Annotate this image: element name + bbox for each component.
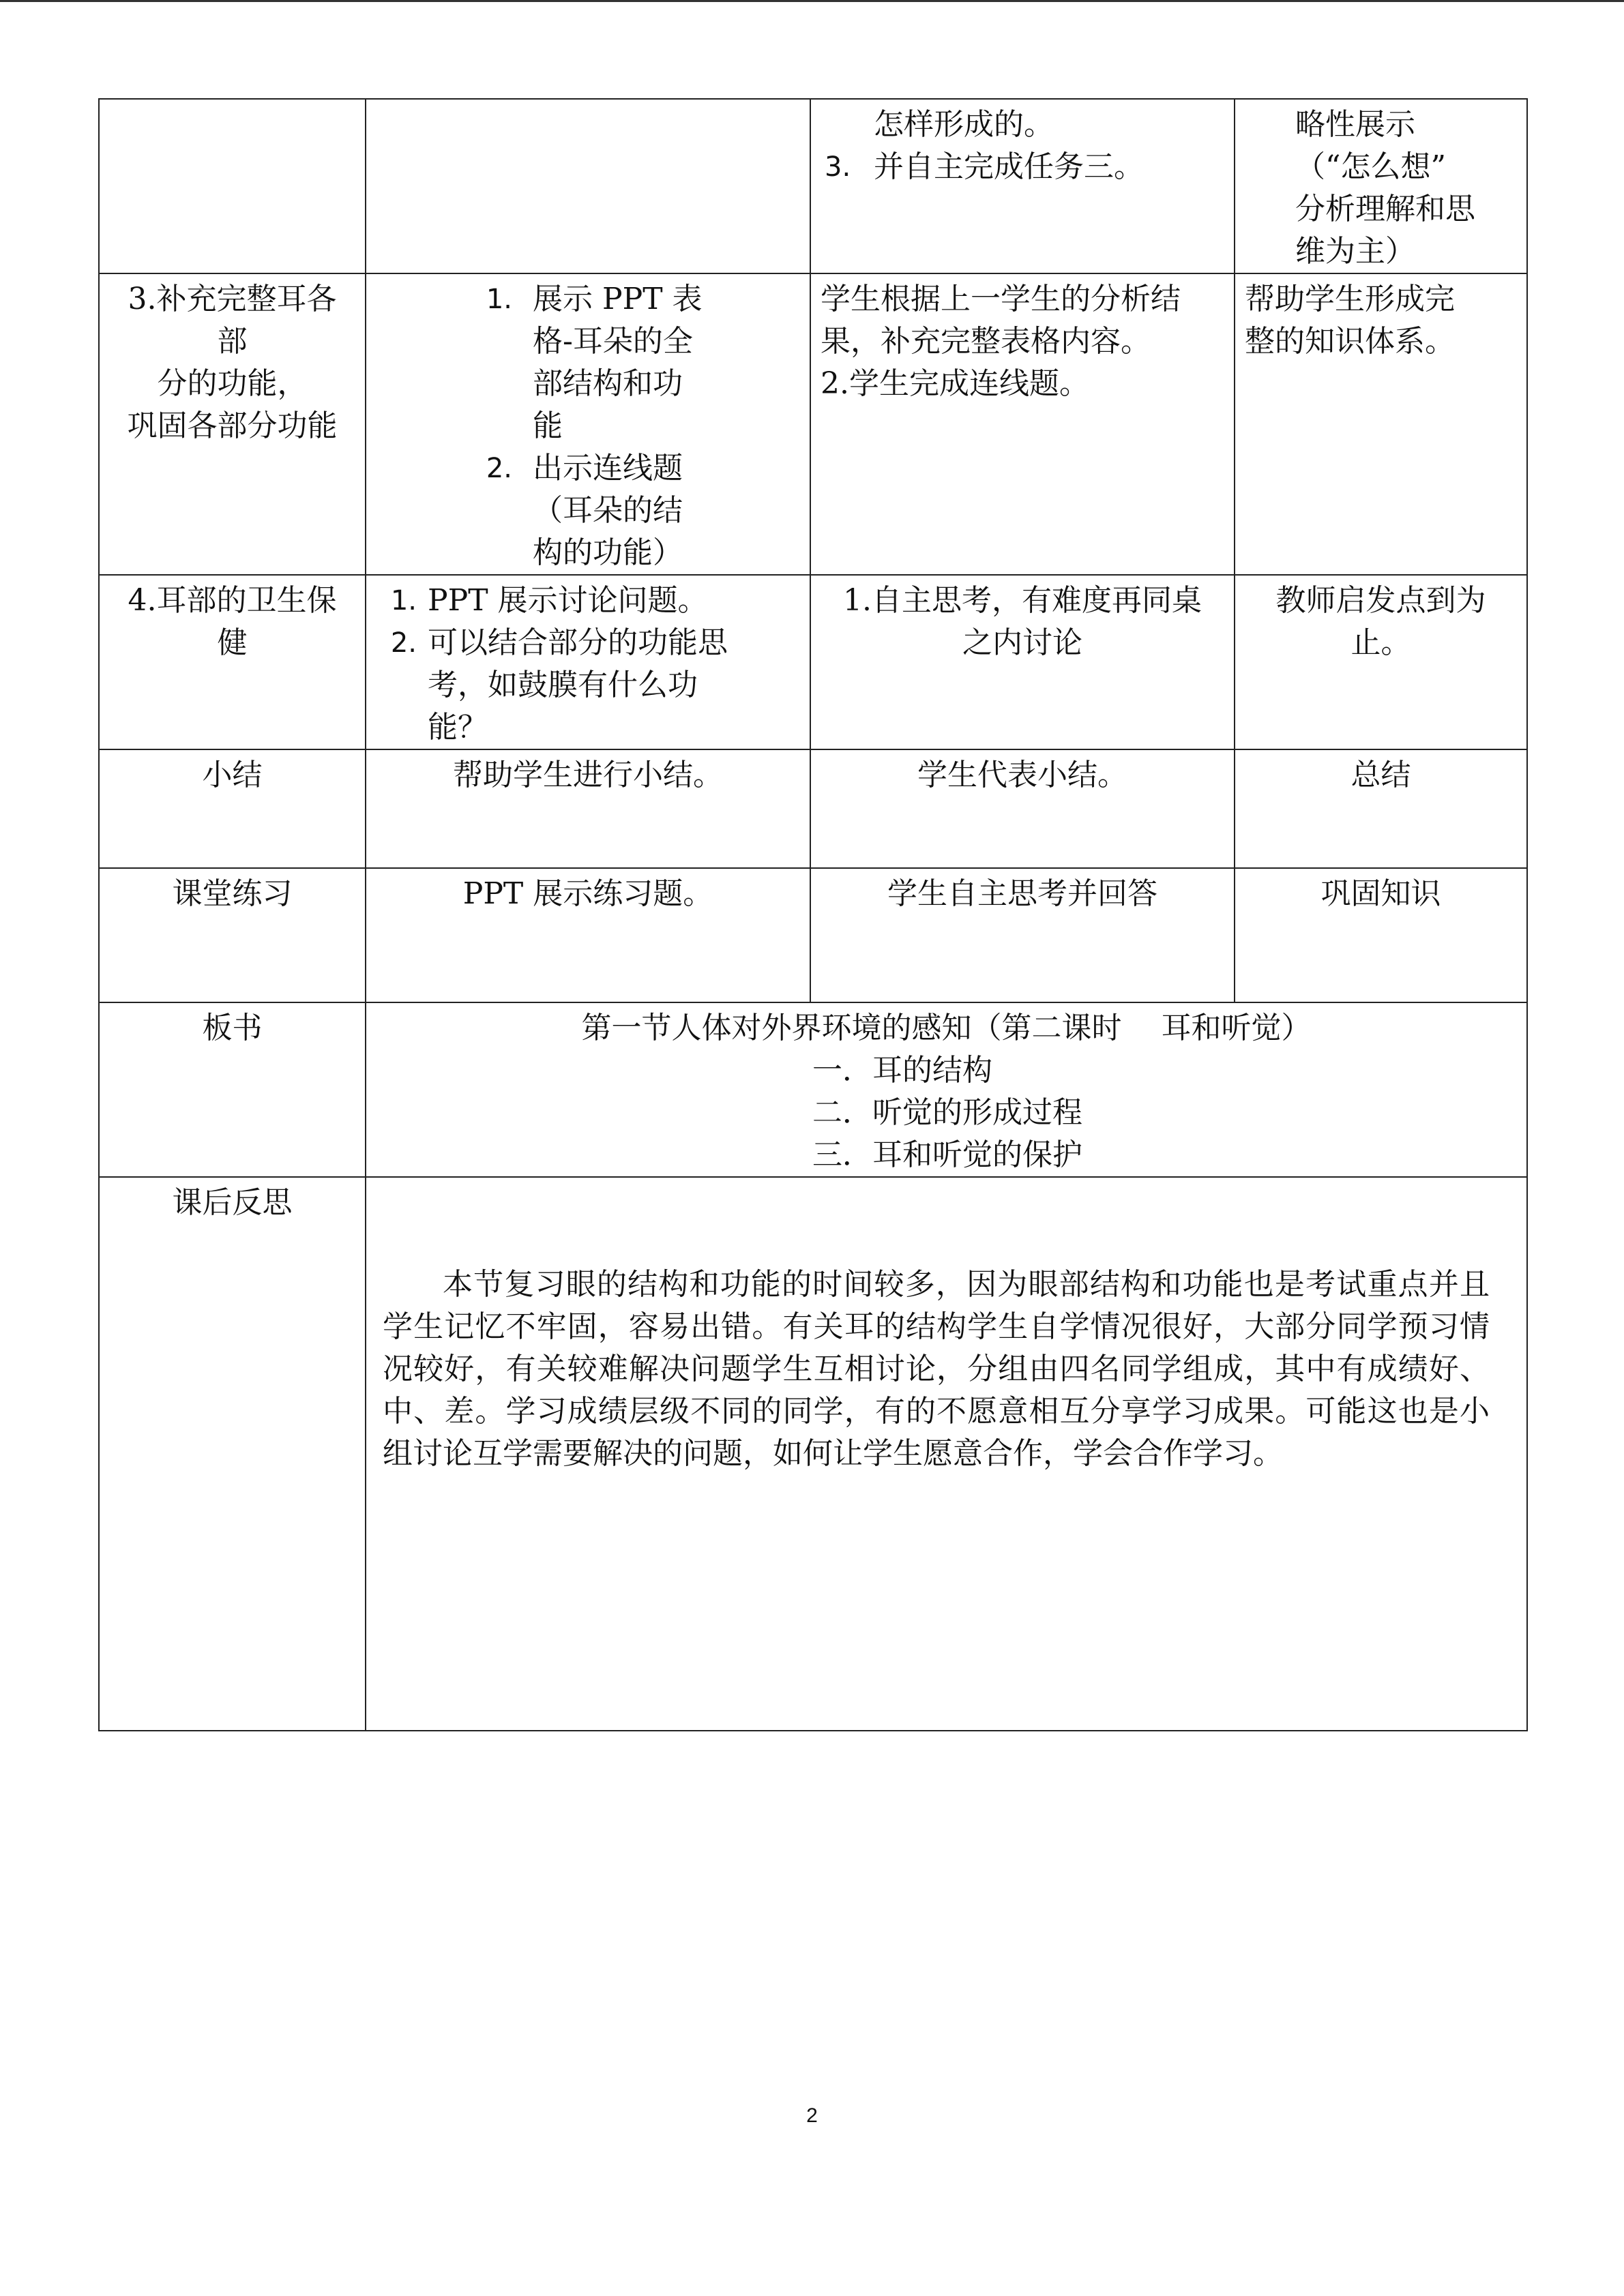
list-text: （耳朵的结 [533,493,683,528]
intent-cell [1235,273,1527,575]
list-text: 构的功能） [533,535,683,570]
list-number: 3. [825,151,851,183]
intent-cell [1235,99,1527,273]
intent-line: 止。 [1350,625,1411,660]
list-item [376,580,800,622]
list-text: 并自主完成任务三。 [874,149,1144,184]
student-activity-cell [810,99,1235,273]
reflection-text: 本节复习眼的结构和功能的时间较多，因为眼部结构和功能也是考试重点并且学生记忆不牢固，容易出错。有关耳的结构学生自学情况很好，大部分同学预习情况较好，有关较难解决问题学生互相讨论，分组由四名同学组成，其中有成绩好、中、差。学习成绩层级不同的同学，有的不愿意相互分享学习成果。可能这也是小组讨论互学需要解决的问题，如何让学生愿意合作，学会合作学习。 [383,1267,1490,1471]
intent-cell: 总结 [1235,749,1527,868]
list-text: 出示连线题 [533,451,683,486]
stage-line: 巩固各部分功能 [127,408,338,443]
list-item [376,278,800,447]
reflection-cell [366,1177,1527,1731]
list-number: 1. [390,585,417,616]
stage-line: 3.补充完整耳各 [128,282,337,316]
intent-line: （“怎么想” [1295,149,1446,184]
stage-cell: 小结 [99,749,366,868]
list-number: 1. [486,284,512,315]
stage-cell: 课后反思 [99,1177,366,1731]
stage-cell [99,99,366,273]
list-text: 展示 PPT 表 [533,282,703,316]
table-row-reflection [99,1177,1527,1731]
teacher-activity-cell: PPT 展示练习题。 [366,868,810,1002]
page-number: 2 [806,2104,818,2127]
student-line: 之内讨论 [962,625,1082,660]
table-row-summary [99,749,1527,868]
student-activity-cell [810,273,1235,575]
list-text: 格-耳朵的全 [533,324,693,359]
teacher-activity-cell [366,99,810,273]
table-row [99,273,1527,575]
intent-line: 帮助学生形成完 [1245,282,1455,316]
list-item [376,622,800,749]
table-row-board [99,1002,1527,1177]
list-text: 可以结合部分的功能思 [428,625,728,660]
list-number: 2. [486,453,512,484]
board-content-cell [366,1002,1527,1177]
list-text: 部结构和功 [533,366,683,401]
intent-line: 略性展示 [1295,107,1415,142]
stage-line: 健 [217,625,248,660]
student-activity-cell: 学生自主思考并回答 [810,868,1235,1002]
lesson-plan-table [98,98,1528,1731]
intent-line: 维为主） [1295,234,1415,269]
board-item: 一．耳的结构 [812,1053,992,1088]
student-line: 学生根据上一学生的分析结 [821,282,1181,316]
page-top-border [0,0,1624,2]
student-line: 1.自主思考，有难度再同桌 [843,583,1202,618]
stage-cell: 板书 [99,1002,366,1177]
student-line: 果，补充完整表格内容。 [821,324,1151,359]
intent-line: 教师启发点到为 [1275,583,1486,618]
stage-cell [99,575,366,749]
stage-line: 4.耳部的卫生保 [128,583,337,618]
stage-cell [99,273,366,575]
table-row-continued [99,99,1527,273]
teacher-activity-cell: 帮助学生进行小结。 [366,749,810,868]
board-title: 第一节人体对外界环境的感知（第二课时 耳和听觉） [581,1011,1312,1045]
student-activity-cell [810,575,1235,749]
teacher-activity-cell [366,575,810,749]
intent-cell: 巩固知识 [1235,868,1527,1002]
student-activity-cell: 学生代表小结。 [810,749,1235,868]
list-text: PPT 展示讨论问题。 [428,583,708,618]
list-item [376,447,800,574]
list-item [821,146,1224,188]
intent-line: 分析理解和思 [1295,192,1475,226]
table-row-practice [99,868,1527,1002]
teacher-activity-cell [366,273,810,575]
list-item [821,104,1224,146]
stage-cell: 课堂练习 [99,868,366,1002]
board-item: 三．耳和听觉的保护 [812,1137,1082,1172]
board-item: 二．听觉的形成过程 [812,1095,1082,1130]
list-text: 考，如鼓膜有什么功 [428,668,698,702]
intent-cell [1235,575,1527,749]
student-line: 2.学生完成连线题。 [821,366,1089,401]
intent-line: 整的知识体系。 [1245,324,1455,359]
stage-line: 部 [217,324,248,359]
list-text: 能 [533,408,563,443]
list-text: 怎样形成的。 [874,107,1054,142]
table-row [99,575,1527,749]
list-number: 2. [390,627,417,659]
list-text: 能？ [428,710,488,745]
stage-line: 分的功能， [157,366,308,401]
